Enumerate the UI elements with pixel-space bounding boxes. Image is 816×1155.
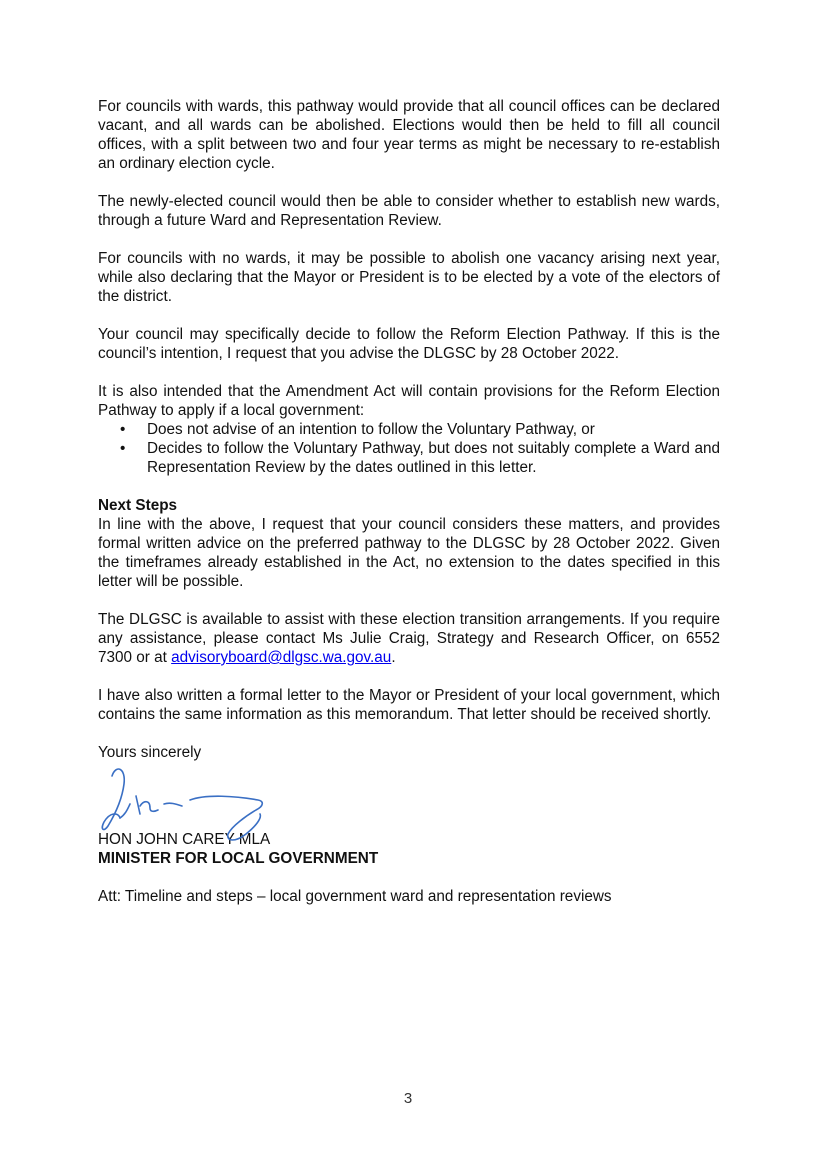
letter-body bbox=[98, 97, 720, 925]
paragraph-assistance bbox=[98, 610, 720, 667]
paragraph-amendment-act: It is also intended that the Amendment Act will contain provisions for the Reform Election Pathway to apply if a local government: bbox=[98, 383, 720, 419]
page-number: 3 bbox=[403, 1090, 413, 1107]
paragraph-no-wards: For councils with no wards, it may be possible to abolish one vacancy arising next year, while also declaring that the Mayor or President is to be elected by a vote of the electors of the district. bbox=[98, 250, 720, 305]
conditions-list bbox=[98, 420, 720, 477]
signer-title: MINISTER FOR LOCAL GOVERNMENT bbox=[98, 850, 379, 867]
list-item: • Decides to follow the Voluntary Pathway, but does not suitably complete a Ward and Representation Review by the dates outlined in this letter. bbox=[147, 439, 720, 477]
email-link[interactable]: advisoryboard@dlgsc.wa.gov.au bbox=[171, 649, 392, 666]
next-steps-heading: Next Steps bbox=[98, 497, 178, 514]
list-item: • Does not advise of an intention to follow the Voluntary Pathway, or bbox=[147, 420, 720, 439]
handwritten-signature bbox=[96, 760, 296, 850]
assistance-text-end: . bbox=[391, 649, 396, 666]
attachment-note: Att: Timeline and steps – local government ward and representation reviews bbox=[98, 888, 612, 905]
paragraph-new-wards: The newly-elected council would then be able to consider whether to establish new wards, through a future Ward and Representation Review. bbox=[98, 193, 720, 229]
closing-salutation: Yours sincerely bbox=[98, 744, 202, 761]
assistance-text: The DLGSC is available to assist with these election transition arrangements. If you require any assistance, please contact Ms Julie Craig, Strategy and Research Officer, on 6552 7300 or at bbox=[98, 611, 720, 666]
paragraph-reform-pathway: Your council may specifically decide to follow the Reform Election Pathway. If this is the council’s intention, I request that you advise the DLGSC by 28 October 2022. bbox=[98, 326, 720, 362]
signature bbox=[98, 760, 720, 830]
paragraph-formal-letter: I have also written a formal letter to the Mayor or President of your local government, which contains the same information as this memorandum. That letter should be received shortly. bbox=[98, 687, 720, 723]
paragraph-next-steps: In line with the above, I request that your council considers these matters, and provides formal written advice on the preferred pathway to the DLGSC by 28 October 2022. Given the timeframes already established in the Act, no extension to the dates specified in this letter will be possible. bbox=[98, 516, 720, 590]
paragraph-wards-pathway: For councils with wards, this pathway would provide that all council offices can be declared vacant, and all wards can be abolished. Elections would then be held to fill all council offices, with a split between two and four year terms as might be necessary to re-establish an ordinary election cycle. bbox=[98, 98, 720, 172]
signer-name: HON JOHN CAREY MLA bbox=[98, 831, 271, 848]
